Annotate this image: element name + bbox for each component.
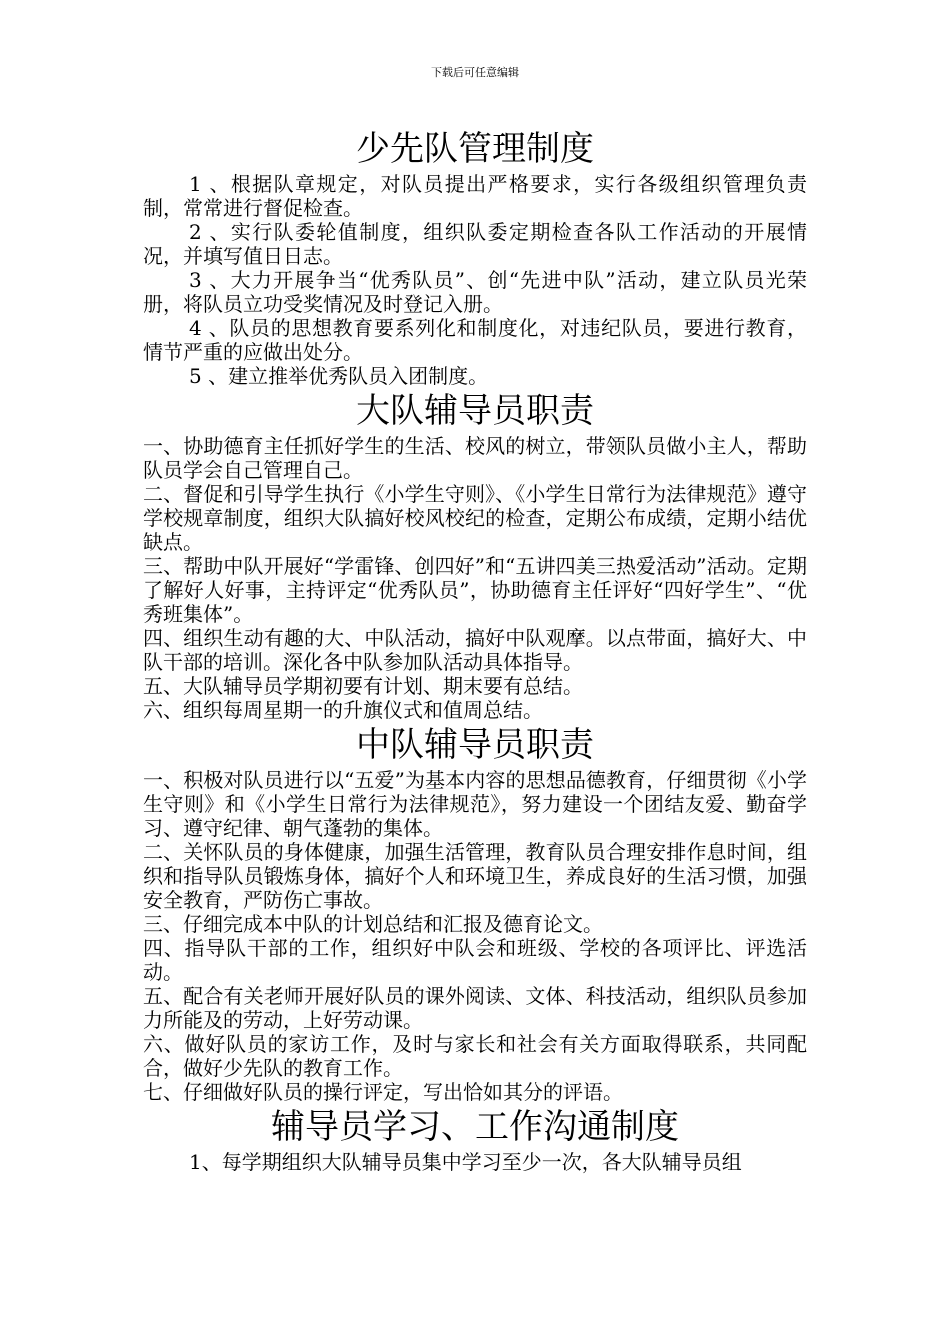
section-title: 少先队管理制度 bbox=[356, 129, 594, 169]
section-pioneer-management bbox=[143, 126, 807, 388]
paragraph: 五、配合有关老师开展好队员的课外阅读、文体、科技活动，组织队员参加力所能及的劳动，上好劳动课。 bbox=[143, 984, 807, 1032]
paragraph: 四、指导队干部的工作，组织好中队会和班级、学校的各项评比、评选活动。 bbox=[143, 936, 807, 984]
section-squadron-counselor bbox=[143, 722, 807, 1104]
section-title: 中队辅导员职责 bbox=[356, 725, 594, 765]
paragraph: 三、仔细完成本中队的计划总结和汇报及德育论文。 bbox=[143, 912, 603, 936]
paragraph: 一、积极对队员进行以“五爱”为基本内容的思想品德教育，仔细贯彻《小学生守则》和《小学生日常行为法律规范》，努力建设一个团结友爱、勤奋学习、遵守纪律、朝气蓬勃的集体。 bbox=[143, 768, 807, 840]
paragraph: 3 、大力开展争当“优秀队员”、创“先进中队”活动，建立队员光荣册，将队员立功受奖情况及时登记入册。 bbox=[143, 268, 807, 316]
paragraph: 二、关怀队员的身体健康，加强生活管理，教育队员合理安排作息时间，组织和指导队员锻炼身体，搞好个人和环境卫生，养成良好的生活习惯，加强安全教育，严防伤亡事故。 bbox=[143, 840, 807, 912]
paragraph: 5 、建立推举优秀队员入团制度。 bbox=[189, 364, 489, 388]
paragraph: 五、大队辅导员学期初要有计划、期末要有总结。 bbox=[143, 674, 583, 698]
section-title: 辅导员学习、工作沟通制度 bbox=[271, 1107, 679, 1147]
paragraph: 四、组织生动有趣的大、中队活动，搞好中队观摩。以点带面，搞好大、中队干部的培训。深化各中队参加队活动具体指导。 bbox=[143, 626, 807, 674]
header-note: 下载后可任意编辑 bbox=[431, 66, 519, 79]
section-brigade-counselor bbox=[143, 388, 807, 722]
paragraph: 2 、实行队委轮值制度，组织队委定期检查各队工作活动的开展情况，并填写值日日志。 bbox=[143, 220, 807, 268]
paragraph: 二、督促和引导学生执行《小学生守则》、《小学生日常行为法律规范》遵守学校规章制度，组织大队搞好校风校纪的检查，定期公布成绩，定期小结优缺点。 bbox=[143, 482, 807, 554]
paragraph: 六、做好队员的家访工作，及时与家长和社会有关方面取得联系，共同配合，做好少先队的教育工作。 bbox=[143, 1032, 807, 1080]
paragraph: 一、协助德育主任抓好学生的生活、校风的树立，带领队员做小主人，帮助队员学会自己管理自己。 bbox=[143, 434, 807, 482]
section-counselor-study bbox=[143, 1104, 807, 1174]
paragraph: 1、每学期组织大队辅导员集中学习至少一次，各大队辅导员组 bbox=[189, 1150, 742, 1174]
paragraph: 1 、根据队章规定，对队员提出严格要求，实行各级组织管理负责制，常常进行督促检查。 bbox=[143, 172, 807, 220]
paragraph: 七、仔细做好队员的操行评定，写出恰如其分的评语。 bbox=[143, 1080, 623, 1104]
paragraph: 六、组织每周星期一的升旗仪式和值周总结。 bbox=[143, 698, 543, 722]
document-body bbox=[143, 126, 807, 1174]
paragraph: 4 、队员的思想教育要系列化和制度化，对违纪队员，要进行教育，情节严重的应做出处分。 bbox=[143, 316, 807, 364]
paragraph: 三、帮助中队开展好“学雷锋、创四好”和“五讲四美三热爱活动”活动。定期了解好人好事，主持评定“优秀队员”，协助德育主任评好“四好学生”、“优秀班集体”。 bbox=[143, 554, 807, 626]
section-title: 大队辅导员职责 bbox=[356, 391, 594, 431]
